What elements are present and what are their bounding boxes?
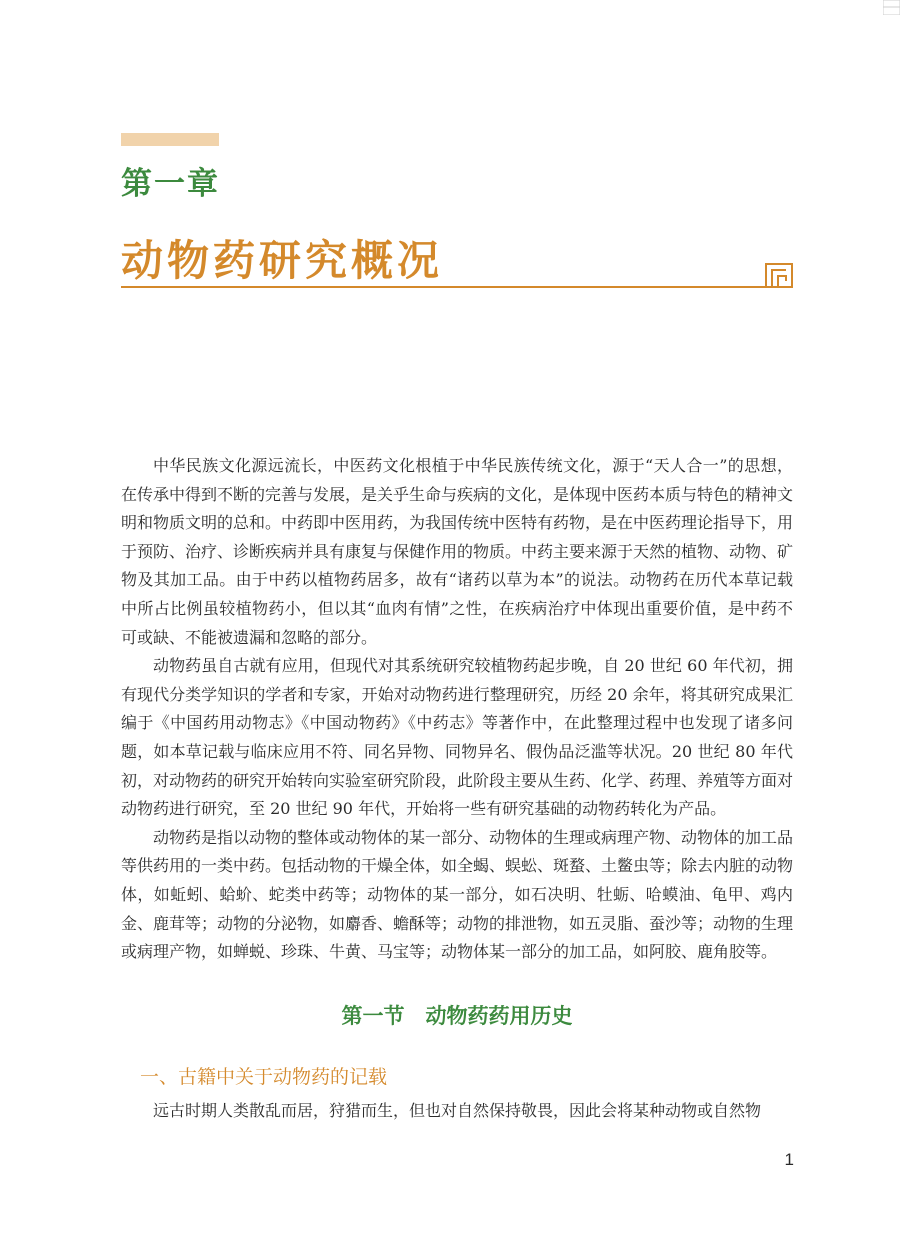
paragraph: 远古时期人类散乱而居，狩猎而生，但也对自然保持敬畏，因此会将某种动物或自然物	[153, 1101, 762, 1120]
page-number: 1	[784, 1150, 794, 1169]
corner-ornament-icon	[764, 262, 794, 288]
subsection-heading: 一、古籍中关于动物药的记载	[140, 1066, 388, 1088]
chapter-label: 第一章	[121, 166, 220, 202]
section-heading: 第一节 动物药药用历史	[341, 1004, 573, 1028]
paragraph: 中华民族文化源远流长，中医药文化根植于中华民族传统文化，源于“天人合一”的思想，在传承中得到不断的完善与发展，是关乎生命与疾病的文化，是体现中医药本质与特色的精神文明和物质文明的总和。中药即中医用药，为我国传统中医特有药物，是在中医药理论指导下，用于预防、治疗、诊断疾病并具有康复与保健作用的物质。中药主要来源于天然的植物、动物、矿物及其加工品。由于中药以植物药居多，故有“诸药以草为本”的说法。动物药在历代本草记载中所占比例虽较植物药小，但以其“血肉有情”之性，在疾病治疗中体现出重要价值，是中药不可或缺、不能被遗漏和忽略的部分。	[121, 456, 794, 647]
title-rule	[121, 286, 793, 288]
chapter-accent-bar	[121, 133, 219, 146]
chapter-title: 动物药研究概况	[121, 236, 444, 285]
page-corner-mark	[883, 0, 900, 15]
paragraph: 动物药虽自古就有应用，但现代对其系统研究较植物药起步晚，自 20 世纪 60 年代初，拥有现代分类学知识的学者和专家，开始对动物药进行整理研究，历经 20 余年，将其研究成果汇编于《中国药用动物志》《中国动物药》《中药志》等著作中，在此整理过程中也发现了诸多问题，如本草记载与临床应用不符、同名异物、同物异名、假伪品泛滥等状况。20 世纪 80 年代初，对动物药的研究开始转向实验室研究阶段，此阶段主要从生药、化学、药理、养殖等方面对动物药进行研究，至 20 世纪 90 年代，开始将一些有研究基础的动物药转化为产品。	[121, 656, 794, 819]
chapter-body	[121, 452, 793, 967]
paragraph: 动物药是指以动物的整体或动物体的某一部分、动物体的生理或病理产物、动物体的加工品等供药用的一类中药。包括动物的干燥全体，如全蝎、蜈蚣、斑蝥、土鳖虫等；除去内脏的动物体，如蚯蚓、蛤蚧、蛇类中药等；动物体的某一部分，如石决明、牡蛎、哈蟆油、龟甲、鸡内金、鹿茸等；动物的分泌物，如麝香、蟾酥等；动物的排泄物，如五灵脂、蚕沙等；动物的生理或病理产物，如蝉蜕、珍珠、牛黄、马宝等；动物体某一部分的加工品，如阿胶、鹿角胶等。	[121, 827, 794, 962]
